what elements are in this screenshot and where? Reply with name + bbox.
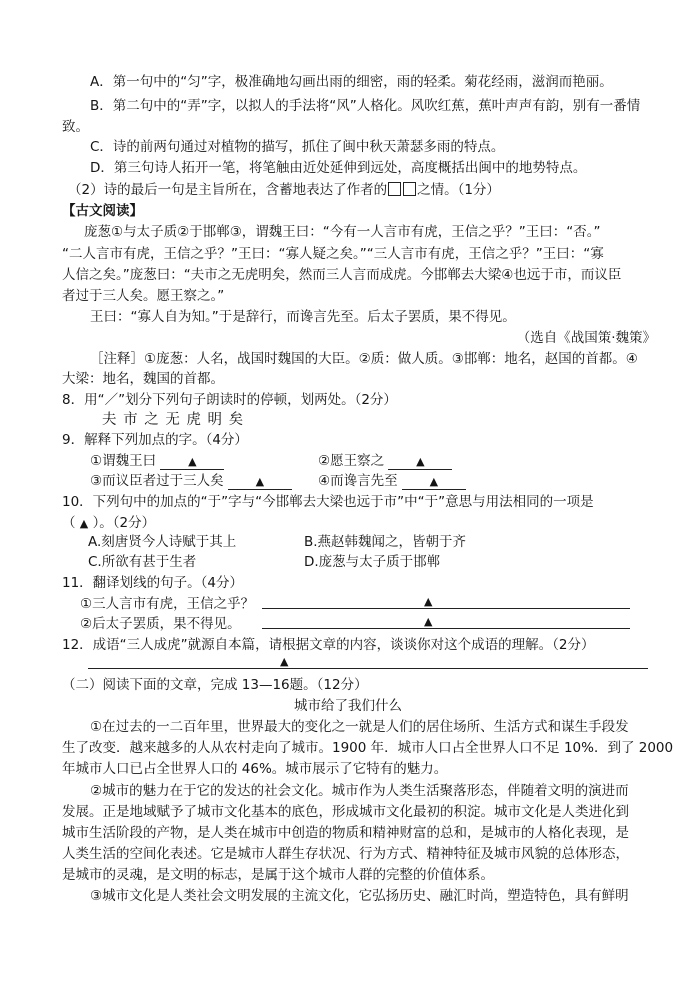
classical-source: （选自《战国策·魏策》 xyxy=(516,330,656,346)
question-11-stem: 11．翻译划线的句子。（4分） xyxy=(62,575,244,591)
article-para2-line3: 城市生活阶段的产物，是人类在城市中创造的物质和精神财富的总和，是城市的人格化表现，是 xyxy=(62,825,629,841)
article-para1-line1: ①在过去的一二百年里，世界最大的变化之一就是人们的居住场所、生活方式和谋生手段发 xyxy=(90,719,629,735)
article-para2-line4: 人类生活的空间化表述。它是城市人群生存状况、行为方式、精神特征及城市风貌的总体形态， xyxy=(62,846,629,862)
classical-notes-line2: 大梁：地名，魏国的首都。 xyxy=(62,371,224,387)
question-9-stem: 9．解释下列加点的字。（4分） xyxy=(62,432,248,448)
question-9-item-4-text: ④而谗言先至 xyxy=(318,473,398,489)
answer-blank[interactable] xyxy=(160,454,224,470)
answer-triangle: ▲ xyxy=(424,595,433,608)
option-a: A．第一句中的“匀”字，极准确地勾画出雨的细密，雨的轻柔。菊花经雨，滋润而艳丽。 xyxy=(90,74,613,90)
answer-blank[interactable] xyxy=(402,474,466,490)
article-title: 城市给了我们什么 xyxy=(294,698,402,714)
question-12-stem: 12．成语“三人成虎”就源自本篇，请根据文章的内容，谈谈你对这个成语的理解。（2分） xyxy=(62,637,595,653)
question-10-option-b: B.燕赵韩魏闻之，皆朝于齐 xyxy=(304,534,467,550)
option-d: D．第三句诗人拓开一笔，将笔触由近处延伸到远处，高度概括出闽中的地势特点。 xyxy=(90,160,587,176)
question-10-paren-close: ）。（2分） xyxy=(92,515,156,531)
answer-triangle: ▲ xyxy=(188,455,197,468)
classical-para1-line2: “二人言市有虎，王信之乎？”王曰：“寡人疑之矣。”“三人言市有虎，王信之乎？”王曰：“寡 xyxy=(62,246,604,262)
classical-heading: 【古文阅读】 xyxy=(62,203,143,219)
question-10-paren-open: （ xyxy=(62,515,76,531)
question-10-stem-line1: 10．下列句中的加点的“于”字与“今邯郸去大梁也远于市”中“于”意思与用法相同的一项是 xyxy=(62,494,594,510)
classical-notes-line1: ［注释］①庞葱：人名，战国时魏国的大臣。②质：做人质。③邯郸：地名，赵国的首都。④ xyxy=(90,351,638,367)
article-para2-line2: 发展。正是地域赋予了城市文化基本的底色，形成城市文化最初的积淀。城市文化是人类进化到 xyxy=(62,804,629,820)
question-2-before: （2）诗的最后一句是主旨所在，含蓄地表达了作者的 xyxy=(68,182,388,198)
classical-para1-line1: 庞葱①与太子质②于邯郸③，谓魏王曰：“今有一人言市有虎，王信之乎？”王曰：“否。” xyxy=(84,224,601,240)
answer-triangle: ▲ xyxy=(416,455,425,468)
answer-triangle: ▲ xyxy=(429,475,439,488)
answer-blank[interactable] xyxy=(388,454,452,470)
article-para1-line2: 生了改变．越来越多的人从农村走向了城市。1900 年．城市人口占全世界人口不足 10%．到了 2000 xyxy=(62,740,674,756)
answer-triangle: ▲ xyxy=(280,655,289,668)
question-2-after: 之情。（1分） xyxy=(417,182,500,198)
answer-box[interactable] xyxy=(388,182,401,196)
answer-triangle[interactable]: ▲ xyxy=(79,517,89,530)
question-9-item-3 xyxy=(90,471,292,491)
option-b-line2: 致。 xyxy=(62,119,89,135)
question-8-stem: 8．用“／”划分下列句子朗读时的停顿，划两处。（2分） xyxy=(62,392,397,408)
question-9-item-3-text: ③而议臣者过于三人矣 xyxy=(90,473,224,489)
option-b-line1: B．第二句中的“弄”字，以拟人的手法将“风”人格化。风吹红蕉，蕉叶声声有韵，别有一番情 xyxy=(90,98,641,114)
answer-box[interactable] xyxy=(403,182,416,196)
article-para1-line3: 年城市人口已占全世界人口的 46%。城市展示了它特有的魅力。 xyxy=(62,761,448,777)
question-8-sentence: 夫 市 之 无 虎 明 矣 xyxy=(102,412,245,428)
question-2 xyxy=(68,180,500,200)
answer-blank[interactable] xyxy=(228,474,292,490)
classical-para2: 王曰：“寡人自为知。”于是辞行，而谗言先至。后太子罢质，果不得见。 xyxy=(90,309,516,325)
answer-triangle: ▲ xyxy=(255,475,265,488)
option-c: C．诗的前两句通过对植物的描写，抓住了闽中秋天萧瑟多雨的特点。 xyxy=(90,139,505,155)
question-10-option-a: A.刻唐贤今人诗赋于其上 xyxy=(88,534,237,550)
question-9-item-1-text: ①谓魏王曰 xyxy=(90,453,157,469)
answer-line[interactable] xyxy=(262,608,630,609)
answer-triangle: ▲ xyxy=(424,615,433,628)
article-para3-line1: ③城市文化是人类社会文明发展的主流文化，它弘扬历史、融汇时尚，塑造特色，具有鲜明 xyxy=(90,888,629,904)
question-11-sentence-2: ②后太子罢质，果不得见。 xyxy=(80,616,241,632)
classical-para1-line4: 者过于三人矣。愿王察之。” xyxy=(62,288,225,304)
answer-line[interactable] xyxy=(88,668,648,669)
question-11-sentence-1: ①三人言市有虎，王信之乎？ xyxy=(80,596,255,612)
question-9-item-2 xyxy=(318,451,452,471)
question-10-stem-line2 xyxy=(62,513,155,534)
section-2-heading: （二）阅读下面的文章，完成 13—16题。（12分） xyxy=(62,677,368,693)
question-9-item-2-text: ②愿王察之 xyxy=(318,453,385,469)
question-10-option-d: D.庞葱与太子质于邯郸 xyxy=(304,554,441,570)
article-para2-line1: ②城市的魅力在于它的发达的社会文化。城市作为人类生活聚落形态，伴随着文明的演进而 xyxy=(90,783,629,799)
question-9-item-4 xyxy=(318,471,466,491)
answer-line[interactable] xyxy=(262,628,630,629)
question-9-item-1 xyxy=(90,451,224,471)
classical-para1-line3: 人信之矣。”庞葱曰：“夫市之无虎明矣，然而三人言而成虎。今邯郸去大梁④也远于市，而议臣 xyxy=(62,267,622,283)
question-10-option-c: C.所欲有甚于生者 xyxy=(88,554,197,570)
article-para2-line5: 是城市的灵魂，是文明的标志，是属于这个城市人群的完整的价值体系。 xyxy=(62,867,494,883)
